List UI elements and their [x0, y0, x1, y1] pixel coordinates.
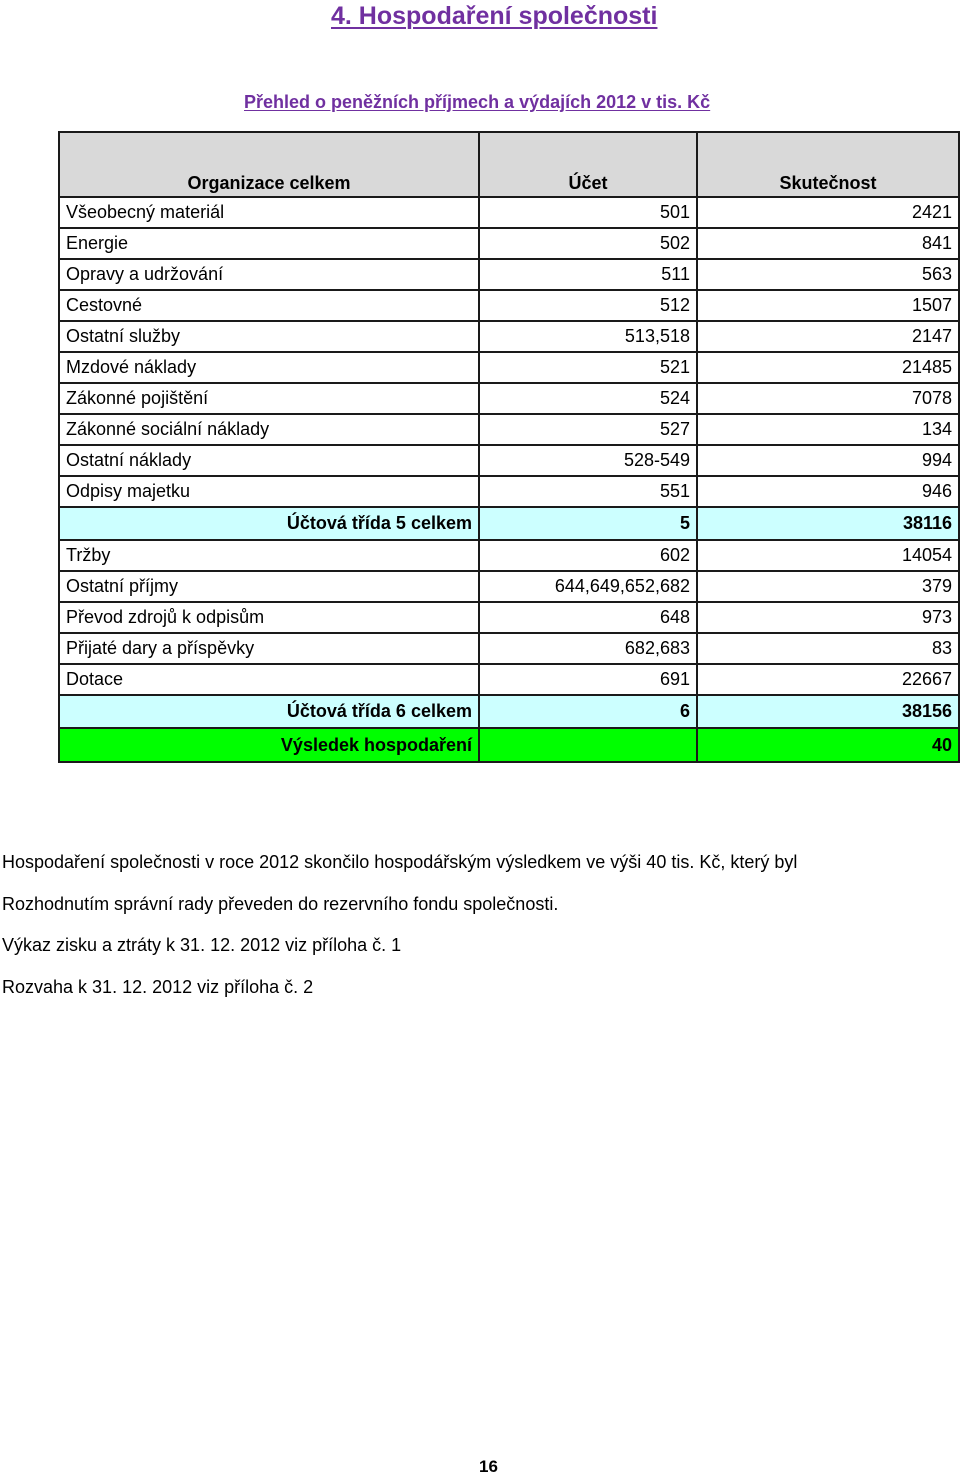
row-label: Účtová třída 5 celkem — [59, 507, 479, 540]
row-label: Opravy a udržování — [59, 259, 479, 290]
income-row — [59, 540, 959, 571]
row-label: Cestovné — [59, 290, 479, 321]
income-row — [59, 633, 959, 664]
row-value: 14054 — [697, 540, 959, 571]
row-account: 551 — [479, 476, 697, 507]
row-account — [479, 728, 697, 762]
row-account: 5 — [479, 507, 697, 540]
row-value: 2147 — [697, 321, 959, 352]
row-value: 841 — [697, 228, 959, 259]
row-value: 21485 — [697, 352, 959, 383]
row-account: 513,518 — [479, 321, 697, 352]
expense-row — [59, 197, 959, 228]
expense-row — [59, 321, 959, 352]
row-label: Odpisy majetku — [59, 476, 479, 507]
row-label: Tržby — [59, 540, 479, 571]
section-heading: 4. Hospodaření společnosti — [331, 2, 658, 30]
header-actual: Skutečnost — [697, 132, 959, 197]
cashflow-table — [58, 131, 960, 763]
header-account: Účet — [479, 132, 697, 197]
expense-row — [59, 259, 959, 290]
row-value: 38116 — [697, 507, 959, 540]
result-paragraph-line-1: Hospodaření společnosti v roce 2012 skončilo hospodářským výsledkem ve výši 40 tis. Kč, který byl — [2, 852, 798, 872]
expense-row — [59, 352, 959, 383]
class-5-total-row — [59, 507, 959, 540]
row-account: 691 — [479, 664, 697, 695]
row-label: Všeobecný materiál — [59, 197, 479, 228]
row-value: 379 — [697, 571, 959, 602]
expense-row — [59, 414, 959, 445]
row-account: 527 — [479, 414, 697, 445]
page-number: 16 — [479, 1457, 498, 1476]
row-value: 994 — [697, 445, 959, 476]
row-account: 512 — [479, 290, 697, 321]
balance-sheet-reference: Rozvaha k 31. 12. 2012 viz příloha č. 2 — [2, 977, 314, 997]
row-value: 563 — [697, 259, 959, 290]
income-row — [59, 664, 959, 695]
row-value: 973 — [697, 602, 959, 633]
row-account: 502 — [479, 228, 697, 259]
row-label: Účtová třída 6 celkem — [59, 695, 479, 728]
row-account: 682,683 — [479, 633, 697, 664]
row-value: 38156 — [697, 695, 959, 728]
row-value: 1507 — [697, 290, 959, 321]
row-label: Ostatní příjmy — [59, 571, 479, 602]
row-label: Zákonné sociální náklady — [59, 414, 479, 445]
expense-row — [59, 445, 959, 476]
table-title: Přehled o peněžních příjmech a výdajích 2012 v tis. Kč — [244, 92, 711, 112]
row-value: 946 — [697, 476, 959, 507]
row-account: 6 — [479, 695, 697, 728]
row-label: Ostatní služby — [59, 321, 479, 352]
row-label: Zákonné pojištění — [59, 383, 479, 414]
row-label: Ostatní náklady — [59, 445, 479, 476]
row-account: 648 — [479, 602, 697, 633]
row-account: 511 — [479, 259, 697, 290]
row-value: 134 — [697, 414, 959, 445]
row-account: 528-549 — [479, 445, 697, 476]
income-row — [59, 571, 959, 602]
row-value: 40 — [697, 728, 959, 762]
row-account: 501 — [479, 197, 697, 228]
header-organization: Organizace celkem — [59, 132, 479, 197]
profit-loss-reference: Výkaz zisku a ztráty k 31. 12. 2012 viz příloha č. 1 — [2, 935, 402, 955]
expense-row — [59, 383, 959, 414]
row-value: 7078 — [697, 383, 959, 414]
result-paragraph-line-2: Rozhodnutím správní rady převeden do rezervního fondu společnosti. — [2, 894, 559, 914]
row-label: Přijaté dary a příspěvky — [59, 633, 479, 664]
expense-row — [59, 290, 959, 321]
expense-row — [59, 228, 959, 259]
result-row — [59, 728, 959, 762]
table-header-row — [59, 132, 959, 197]
row-label: Dotace — [59, 664, 479, 695]
row-label: Výsledek hospodaření — [59, 728, 479, 762]
row-label: Převod zdrojů k odpisům — [59, 602, 479, 633]
class-6-total-row — [59, 695, 959, 728]
row-value: 22667 — [697, 664, 959, 695]
row-value: 83 — [697, 633, 959, 664]
expense-row — [59, 476, 959, 507]
row-label: Energie — [59, 228, 479, 259]
row-account: 644,649,652,682 — [479, 571, 697, 602]
row-account: 524 — [479, 383, 697, 414]
row-account: 521 — [479, 352, 697, 383]
row-label: Mzdové náklady — [59, 352, 479, 383]
income-row — [59, 602, 959, 633]
row-account: 602 — [479, 540, 697, 571]
row-value: 2421 — [697, 197, 959, 228]
